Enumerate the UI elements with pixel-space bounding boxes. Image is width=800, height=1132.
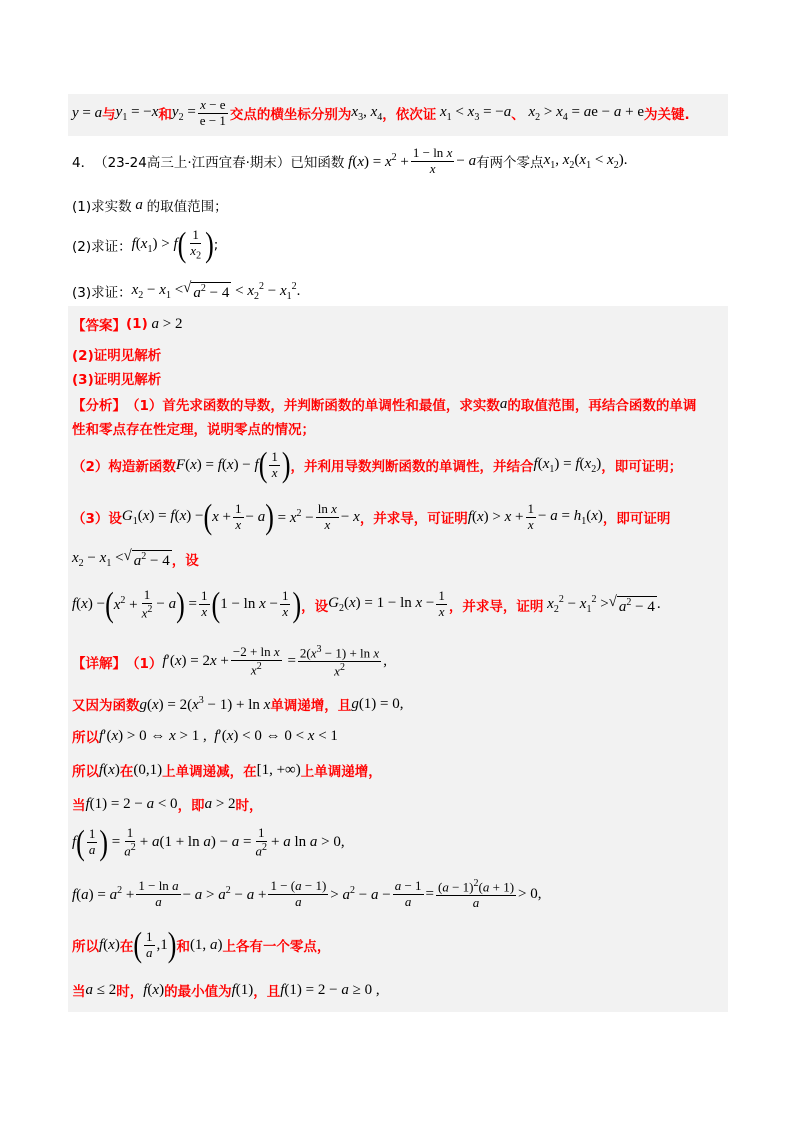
detail-line-9: 当 a ≤ 2 时， f(x) 的最小值为 f(1) ，且 f(1) = 2 − a ≥ 0 , <box>72 981 380 1000</box>
analysis-line-4: （3）设 $G_1(x) = f(x)$ − ( x + $\frac{1}{x}$ − a ) = $x^2$ − $\frac{\text{ln x}}{x}$ − x ，并求导，可证明 f(x) > x + $\frac{1}{x}$ − $a = h_1(x)$ ，即可证明 <box>72 497 671 537</box>
detail-line-8: 所以 f(x) 在 ( $\frac{1}{a}$ ,1 ) 和 (1, a) 上各有一个零点， <box>72 925 331 965</box>
question-1: (1)求实数 a 的取值范围； <box>72 196 228 215</box>
detail-line-3: 所以 f′(x) > 0 ⇔ x > 1 , f′(x) < 0 ⇔ 0 < x < 1 <box>72 727 338 746</box>
detail-line-5: 当 f(1) = 2 − a < 0 ，即 a > 2 时， <box>72 795 263 814</box>
analysis-line-1: 【分析】 （1）首先求函数的导数，并判断函数的单调性和最值，求实数 a 的取值范围，再结合函数的单调 <box>72 395 697 414</box>
question-2: (2)求证： $f(x_1) > f$ ( $\frac{1}{x_2}$ ) ; <box>72 224 219 264</box>
question-3: (3)求证： $x_2 - x_1$ < √ $a^2 - 4$ < $x_2^2 - x_1^2$. <box>72 280 301 302</box>
answer-line-2: (2)证明见解析 <box>72 348 162 364</box>
detail-line-6: f ( $\frac{1}{a}$ ) = $\frac{1}{a^2}$ + a(1 + ln a) − a = $\frac{1}{a^2}$ + a ln a > 0, <box>72 822 345 862</box>
detail-line-4: 所以 f(x) 在 (0,1) 上单调递减，在 [1, +∞) 上单调递增， <box>72 761 382 780</box>
analysis-line-5: $x_2 - x_1$ < √ $a^2 - 4$ ，设 <box>72 548 199 569</box>
answer-line-1: 【答案】 (1) a > 2 <box>72 315 183 334</box>
prev-conclusion-line: y = a 与 $y_1 = -x$ 和 $y_2$ = $\frac{x - e}{e - 1}$ 交点的横坐标分别为 $x_3$, $x_4$ ，依次证 $x_1 < x_3 = -a$ 、 $x_2 > x_4$ = ae − a + e 为关键. <box>72 97 690 128</box>
answer-line-3: (3)证明见解析 <box>72 372 162 388</box>
detail-line-1: 【详解】 （1） f′(x) = 2x + $\frac{\text{−2 + ln x}}{x^2}$ = $\frac{2(x^3 - 1) + \ln x}{x^2}$ , <box>72 644 387 679</box>
detail-line-2: 又因为函数 $g(x) = 2(x^3 - 1) + \ln x$ 单调递增，且 g(1) = 0, <box>72 694 404 714</box>
analysis-line-6: f(x) − ( $x^2$ + $\frac{1}{x^2}$ − a ) = $\frac{1}{x}$ ( 1 − ln x − $\frac{1}{x}$ ) ，设 $G_2(x) = 1 - \ln x$ − $\frac{1}{x}$ ，并求导，证明 $x_2^2 - x_1^2$ > √ $a^2 - 4$ . <box>72 584 661 624</box>
analysis-line-2: 性和零点存在性定理，说明零点的情况； <box>72 422 315 438</box>
detail-line-7: $f(a) = a^2$ + $\frac{\text{1 − ln a}}{a}$ − $a > a^2 - a$ + $\frac{1 - (a - 1)}{a}$ > $a^2 - a$ − $\frac{a - 1}{a}$ = $\frac{(a - 1)^2(a + 1)}{a}$ > 0, <box>72 878 542 911</box>
problem-stem: 4． （23-24高三上·江西宜春·期末） 已知函数 $f(x) = x^2$ + $\frac{\text{1 − ln x}}{x}$ − a 有两个零点 $x_1$, $x_2(x_1 < x_2)$. <box>72 145 628 176</box>
analysis-line-3: （2）构造新函数 F(x) = f(x) − f ( $\frac{1}{x}$ ) ，并利用导数判断函数的单调性，并结合 $f(x_1) = f(x_2)$ ，即可证明； <box>72 445 683 485</box>
